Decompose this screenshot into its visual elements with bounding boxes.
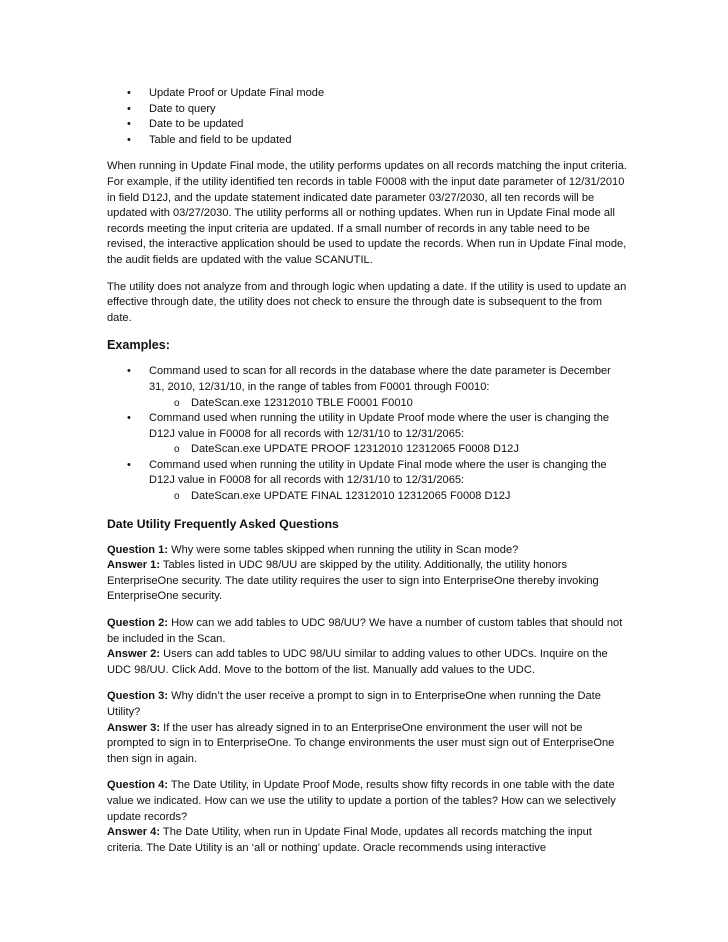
list-item: • Update Proof or Update Final mode: [107, 86, 629, 102]
list-item: • Date to be updated: [107, 117, 629, 133]
example-sub-list: [149, 489, 629, 505]
faq-entry-3: [107, 689, 629, 767]
answer: [107, 558, 629, 605]
examples-list: [107, 364, 629, 504]
example-command: o DateScan.exe UPDATE PROOF 12312010 12312065 F0008 D12J: [149, 442, 629, 458]
example-command: o DateScan.exe 12312010 TBLE F0001 F0010: [149, 396, 629, 412]
question-label: Question 4:: [107, 779, 169, 792]
list-item: • Table and field to be updated: [107, 133, 629, 149]
question: [107, 778, 629, 825]
document-page: [107, 86, 629, 867]
intro-bullet-list: [107, 86, 629, 148]
example-sub-list: [149, 442, 629, 458]
question-text: Why were some tables skipped when running the utility in Scan mode?: [168, 543, 519, 556]
answer-text: Tables listed in UDC 98/UU are skipped by the utility. Additionally, the utility honors EnterpriseOne security. The date utility requires the user to sign into EnterpriseOne thereby invoking EnterpriseOne security.: [107, 559, 599, 603]
paragraph-from-through: The utility does not analyze from and through logic when updating a date. If the utility is used to update an effective through date, the utility does not check to ensure the through date is subsequent to the from date.: [107, 280, 627, 324]
answer-text: The Date Utility, when run in Update Final Mode, updates all records matching the input criteria. The Date Utility is an ‘all or nothing’ update. Oracle recommends using interactive: [107, 826, 592, 854]
question: [107, 689, 629, 720]
question: [107, 616, 629, 647]
example-item: [107, 364, 629, 411]
example-text: Command used when running the utility in Update Proof mode where the user is changing the D12J value in F0008 for all records with 12/31/10 to 12/31/2065:: [149, 412, 610, 440]
example-sub-list: [149, 396, 629, 412]
answer-text: If the user has already signed in to an EnterpriseOne environment the user will not be prompted to sign in to EnterpriseOne. To change environments the user must sign out of EnterpriseOne then sign in again.: [107, 721, 615, 765]
faq-entry-4: [107, 778, 629, 856]
question: [107, 543, 629, 559]
example-text: Command used when running the utility in Update Final mode where the user is changing the D12J value in F0008 for all records with 12/31/10 to 12/31/2065:: [149, 458, 607, 487]
example-item: [107, 411, 629, 458]
question-text: How can we add tables to UDC 98/UU? We have a number of custom tables that should not be included in the Scan.: [107, 617, 623, 645]
faq-heading: Date Utility Frequently Asked Questions: [107, 516, 339, 531]
answer: [107, 721, 629, 768]
example-text: Command used to scan for all records in the database where the date parameter is December 31, 2010, 12/31/10, in the range of tables from F0001 through F0010:: [149, 365, 611, 393]
faq-entry-1: [107, 543, 629, 605]
faq-entry-2: [107, 616, 629, 678]
answer-label: Answer 4:: [107, 826, 161, 839]
answer-label: Answer 1:: [107, 559, 161, 572]
answer-label: Answer 2:: [107, 648, 161, 661]
question-label: Question 3:: [107, 690, 169, 703]
answer: [107, 647, 629, 678]
list-item: • Date to query: [107, 102, 629, 118]
example-item: [107, 458, 629, 505]
question-text: Why didn’t the user receive a prompt to sign in to EnterpriseOne when running the Date Utility?: [107, 690, 601, 718]
examples-heading: Examples:: [107, 338, 170, 353]
question-label: Question 2:: [107, 617, 169, 630]
question-label: Question 1:: [107, 543, 169, 556]
answer-label: Answer 3:: [107, 721, 161, 734]
question-text: The Date Utility, in Update Proof Mode, results show fifty records in one table with the date value we indicated. How can we use the utility to update a portion of the tables? How can we selectively update records?: [107, 779, 616, 823]
example-command: o DateScan.exe UPDATE FINAL 12312010 12312065 F0008 D12J: [149, 489, 629, 505]
paragraph-update-final: When running in Update Final mode, the utility performs updates on all records matching the input criteria. For example, if the utility identified ten records in table F0008 with the input date parameter of 12/31/2010 in field D12J, and the update statement indicated date parameter 03/27/2030, all ten records will be updated with 03/27/2030. The utility performs all or nothing updates. When run in Update Final mode all records meeting the input criteria are updated. If a small number of records in any table need to be revised, the interactive application should be used to update the records. When run in Update Final mode, the audit fields are updated with the value SCANUTIL.: [107, 160, 627, 266]
answer-text: Users can add tables to UDC 98/UU similar to adding values to other UDCs. Inquire on the UDC 98/UU. Click Add. Move to the bottom of the list. Manually add values to the UDC.: [107, 648, 608, 676]
answer: [107, 825, 629, 856]
